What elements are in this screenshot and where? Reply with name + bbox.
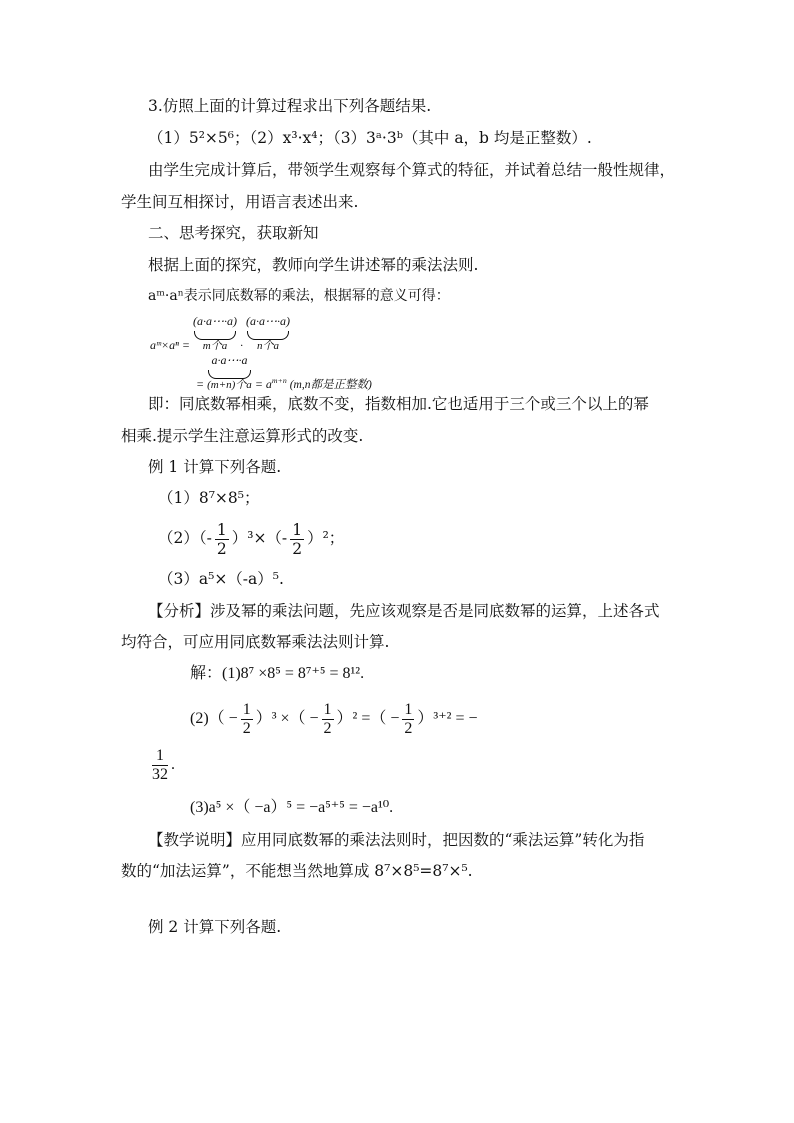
- example-1-heading: 例 1 计算下列各题.: [148, 458, 282, 476]
- step-3-heading: 3.仿照上面的计算过程求出下列各题结果.: [148, 97, 432, 115]
- group-n-factors: (a·a⋯·a) n个a: [245, 314, 290, 352]
- fraction-result: $\frac{1}{32}$: [152, 746, 168, 783]
- example-1-q3: （3）a⁵×（-a）⁵.: [158, 570, 284, 588]
- section-heading: 二、思考探究，获取新知: [148, 224, 319, 242]
- paragraph-observe-2: 学生间互相探讨，用语言表述出来.: [121, 193, 359, 211]
- label-m-factors: m个a: [202, 340, 228, 352]
- paragraph-rule-intro: 根据上面的探究，教师向学生讲述幂的乘法法则.: [148, 256, 479, 274]
- example-1-q2: （2）（- $\frac{1}{2}$ ）³×（- $\frac{1}{2}$ ）²；: [158, 520, 345, 558]
- solution-1: 解：(1)8⁷ ×8⁵ = 8⁷⁺⁵ = 8¹².: [190, 665, 365, 682]
- derivation-result: = a: [254, 377, 272, 391]
- derivation-exponent: m+n: [271, 376, 287, 385]
- label-mn-factors: (m+n)个a: [207, 379, 252, 391]
- example-2-heading: 例 2 计算下列各题.: [148, 918, 282, 936]
- teaching-note-2: 数的“加法运算”，不能想当然地算成 8⁷×8⁵=8⁷×⁵.: [121, 862, 473, 880]
- teaching-note-1: 【教学说明】应用同底数幂的乘法法则时，把因数的“乘法运算”转化为指: [148, 831, 645, 849]
- fraction-half: $\frac{1}{2}$: [292, 520, 303, 558]
- analysis-1: 【分析】涉及幂的乘法问题，先应该观察是否是同底数幂的运算，上述各式: [148, 602, 660, 620]
- fraction-half: $\frac{1}{2}$: [242, 700, 251, 737]
- label-n-factors: n个a: [256, 340, 279, 352]
- paragraph-observe-1: 由学生完成计算后，带领学生观察每个算式的特征，并试着总结一般性规律，: [148, 161, 676, 179]
- solution-2: (2)（ − $\frac{1}{2}$ ）³ ×（ − $\frac{1}{2}$ ）² =（ − $\frac{1}{2}$ ）³⁺² = −: [190, 700, 478, 737]
- derivation-lhs: aᵐ×aⁿ =: [150, 338, 190, 352]
- example-1-q1: （1）8⁷×8⁵；: [158, 489, 260, 507]
- fraction-half: $\frac{1}{2}$: [404, 700, 413, 737]
- step-3-exercises: （1）5²×5⁶；（2）x³·x⁴；（3）3ᵃ·3ᵇ（其中 a，b 均是正整数）.: [148, 129, 592, 147]
- group-mn-factors: a·a⋯·a (m+n)个a: [207, 353, 252, 391]
- paragraph-rule-2: 相乘.提示学生注意运算形式的改变.: [121, 427, 364, 445]
- solution-2-continued: $\frac{1}{32}$ .: [152, 746, 175, 783]
- solution-3: (3)a⁵ ×（ −a）⁵ = −a⁵⁺⁵ = −a¹⁰.: [190, 799, 394, 816]
- group-m-factors: (a·a⋯·a) m个a: [192, 314, 237, 352]
- paragraph-rule-1: 即：同底数幂相乘，底数不变，指数相加.它也适用于三个或三个以上的幂: [148, 395, 649, 413]
- derivation-note: (m,n都是正整数): [289, 379, 372, 391]
- derivation-line-2: [196, 350, 372, 395]
- derivation-dot: ·: [239, 338, 243, 352]
- fraction-half: $\frac{1}{2}$: [216, 520, 227, 558]
- derivation-eq: =: [196, 377, 205, 391]
- derivation-line-1: [150, 311, 290, 355]
- fraction-half: $\frac{1}{2}$: [323, 700, 332, 737]
- analysis-2: 均符合，可应用同底数幂乘法法则计算.: [121, 633, 390, 651]
- paragraph-meaning: aᵐ·aⁿ表示同底数幂的乘法，根据幂的意义可得：: [148, 288, 450, 304]
